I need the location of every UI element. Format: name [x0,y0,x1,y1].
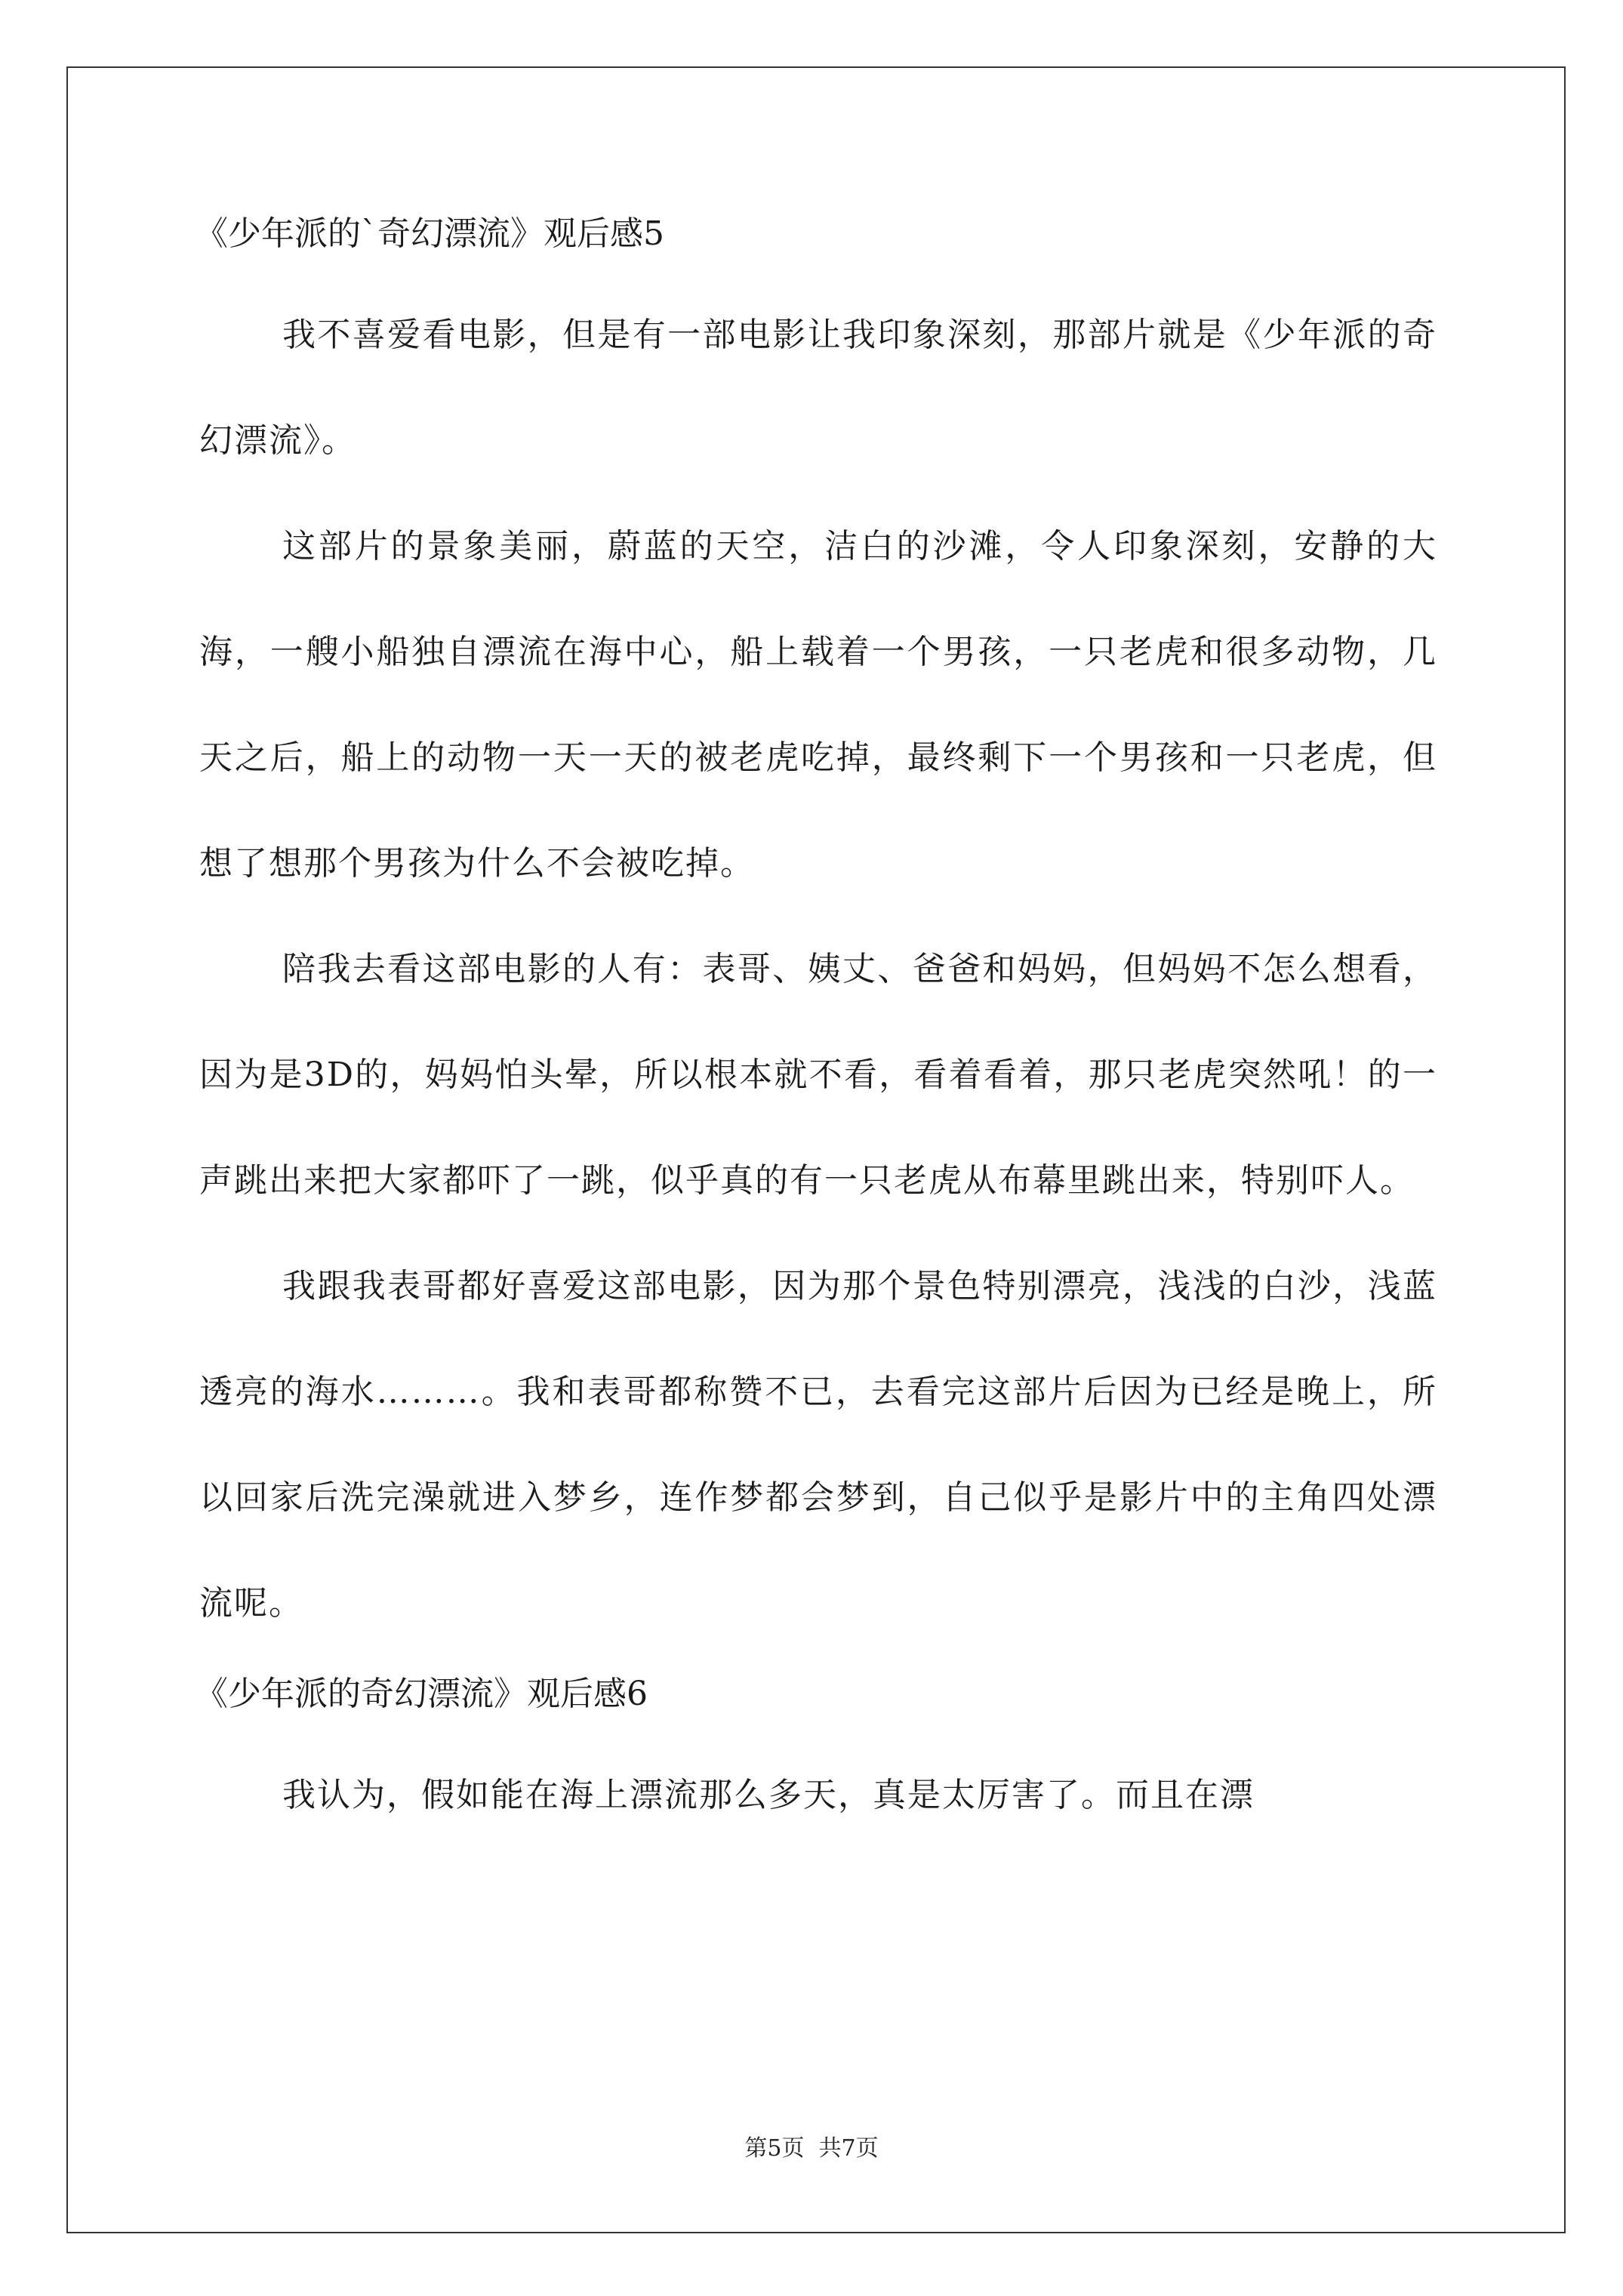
page-footer [0,2129,1623,2162]
section-heading-6: 《少年派的奇幻漂流》观后感6 [195,1675,648,1713]
paragraph: 这部片的景象美丽，蔚蓝的天空，洁白的沙滩，令人印象深刻，安静的大海，一艘小船独自漂流在海中心，船上载着一个男孩，一只老虎和很多动物，几天之后，船上的动物一天一天的被老虎吃掉，最终剩下一个男孩和一只老虎，但想了想那个男孩为什么不会被吃掉。 [199,527,1437,883]
page-number: 第5页 共7页 [744,2135,879,2162]
paragraph: 我认为，假如能在海上漂流那么多天，真是太厉害了。而且在漂 [282,1776,1255,1814]
section-heading-5: 《少年派的`奇幻漂流》观后感5 [195,214,664,253]
paragraph: 陪我去看这部电影的人有：表哥、姨丈、爸爸和妈妈，但妈妈不怎么想看，因为是3D的，妈妈怕头晕，所以根本就不看，看着看着，那只老虎突然吼！的一声跳出来把大家都吓了一跳，似乎真的有一只老虎从布幕里跳出来，特别吓人。 [199,950,1437,1200]
paragraph: 我不喜爱看电影，但是有一部电影让我印象深刻，那部片就是《少年派的奇幻漂流》。 [199,316,1437,460]
document-body [195,196,1437,1848]
paragraph: 我跟我表哥都好喜爱这部电影，因为那个景色特别漂亮，浅浅的白沙，浅蓝透亮的海水………。我和表哥都称赞不已，去看完这部片后因为已经是晚上，所以回家后洗完澡就进入梦乡，连作梦都会梦到，自己似乎是影片中的主角四处漂流呢。 [199,1267,1437,1623]
